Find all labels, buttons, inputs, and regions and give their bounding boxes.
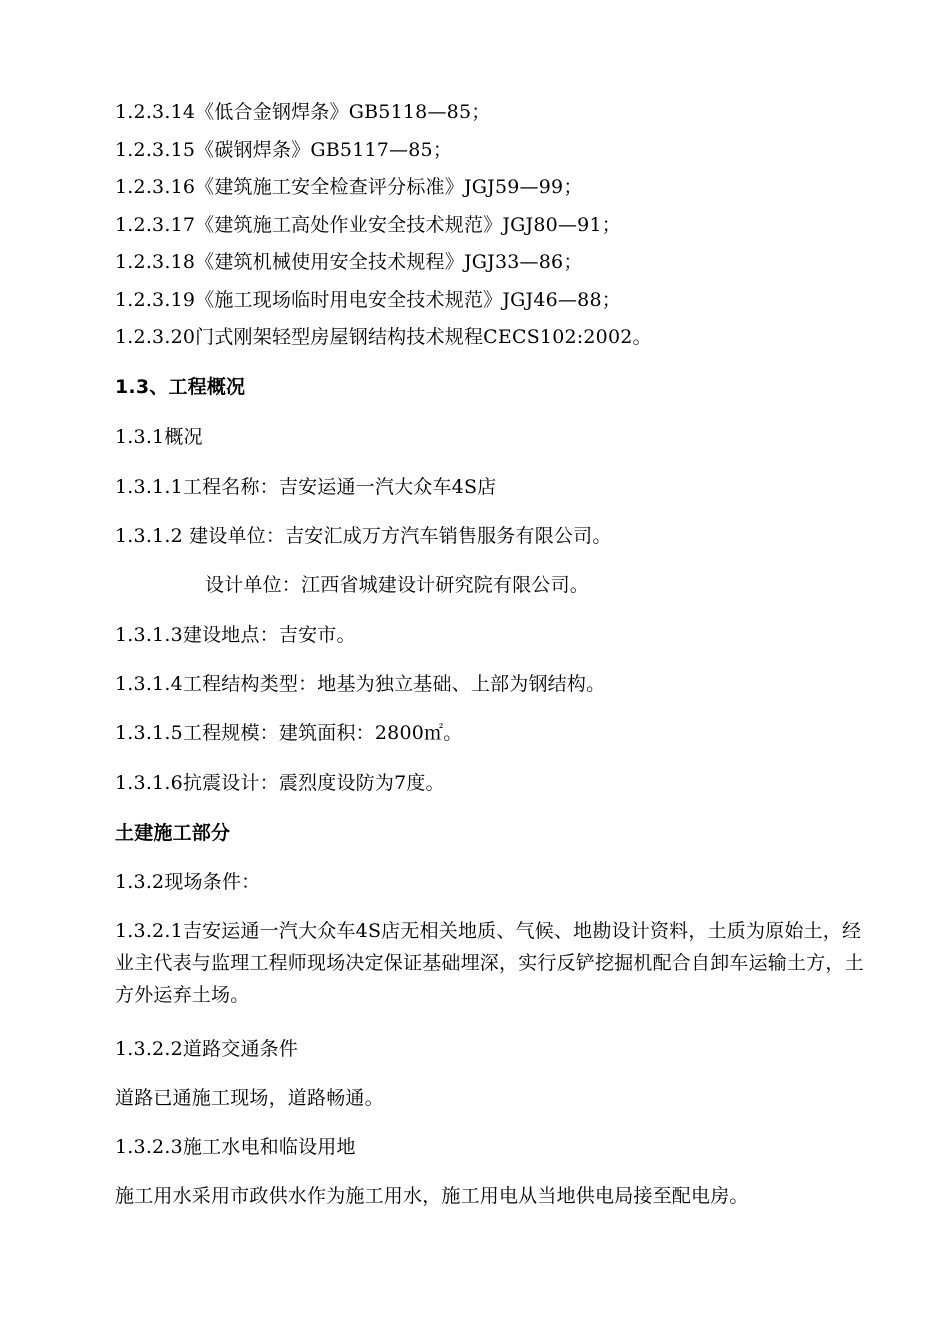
design-unit: 设计单位：江西省城建设计研究院有限公司。 [205,574,590,596]
builder-unit: 1.3.1.2 建设单位：吉安汇成万方汽车销售服务有限公司。 [115,525,612,547]
standard-item-15: 1.2.3.15《碳钢焊条》GB5117—85； [115,139,453,161]
section-heading-project-overview: 1.3、工程概况 [115,376,246,398]
water-power-body: 施工用水采用市政供水作为施工用水，施工用电从当地供电局接至配电房。 [115,1185,749,1207]
water-power-title: 1.3.2.3施工水电和临设用地 [115,1136,356,1158]
structure-type: 1.3.1.4工程结构类型：地基为独立基础、上部为钢结构。 [115,673,606,695]
road-traffic-body: 道路已通施工现场，道路畅通。 [115,1087,384,1109]
site-conditions-title: 1.3.2现场条件： [115,871,261,893]
standard-item-16: 1.2.3.16《建筑施工安全检查评分标准》JGJ59—99； [115,176,583,198]
standard-item-14: 1.2.3.14《低合金钢焊条》GB5118—85； [115,101,491,123]
standard-item-18: 1.2.3.18《建筑机械使用安全技术规程》JGJ33—86； [115,251,583,273]
section-heading-civil-works: 土建施工部分 [115,822,231,844]
overview-title: 1.3.1概况 [115,426,203,448]
construction-location: 1.3.1.3建设地点：吉安市。 [115,624,356,646]
project-name: 1.3.1.1工程名称：吉安运通一汽大众车4S店 [115,476,497,498]
standard-item-17: 1.2.3.17《建筑施工高处作业安全技术规范》JGJ80—91； [115,214,621,236]
seismic-design: 1.3.1.6抗震设计：震烈度设防为7度。 [115,772,445,794]
project-scale: 1.3.1.5工程规模：建筑面积：2800㎡。 [115,722,463,744]
standard-item-20: 1.2.3.20门式刚架轻型房屋钢结构技术规程CECS102:2002。 [115,326,652,348]
road-traffic-title: 1.3.2.2道路交通条件 [115,1038,299,1060]
standard-item-19: 1.2.3.19《施工现场临时用电安全技术规范》JGJ46—88； [115,289,621,311]
site-conditions-1321: 1.3.2.1吉安运通一汽大众车4S店无相关地质、气候、地勘设计资料，土质为原始土，经业主代表与监理工程师现场决定保证基础埋深，实行反铲挖掘机配合自卸车运输土方，土方外运弃土场。 [115,920,864,1006]
